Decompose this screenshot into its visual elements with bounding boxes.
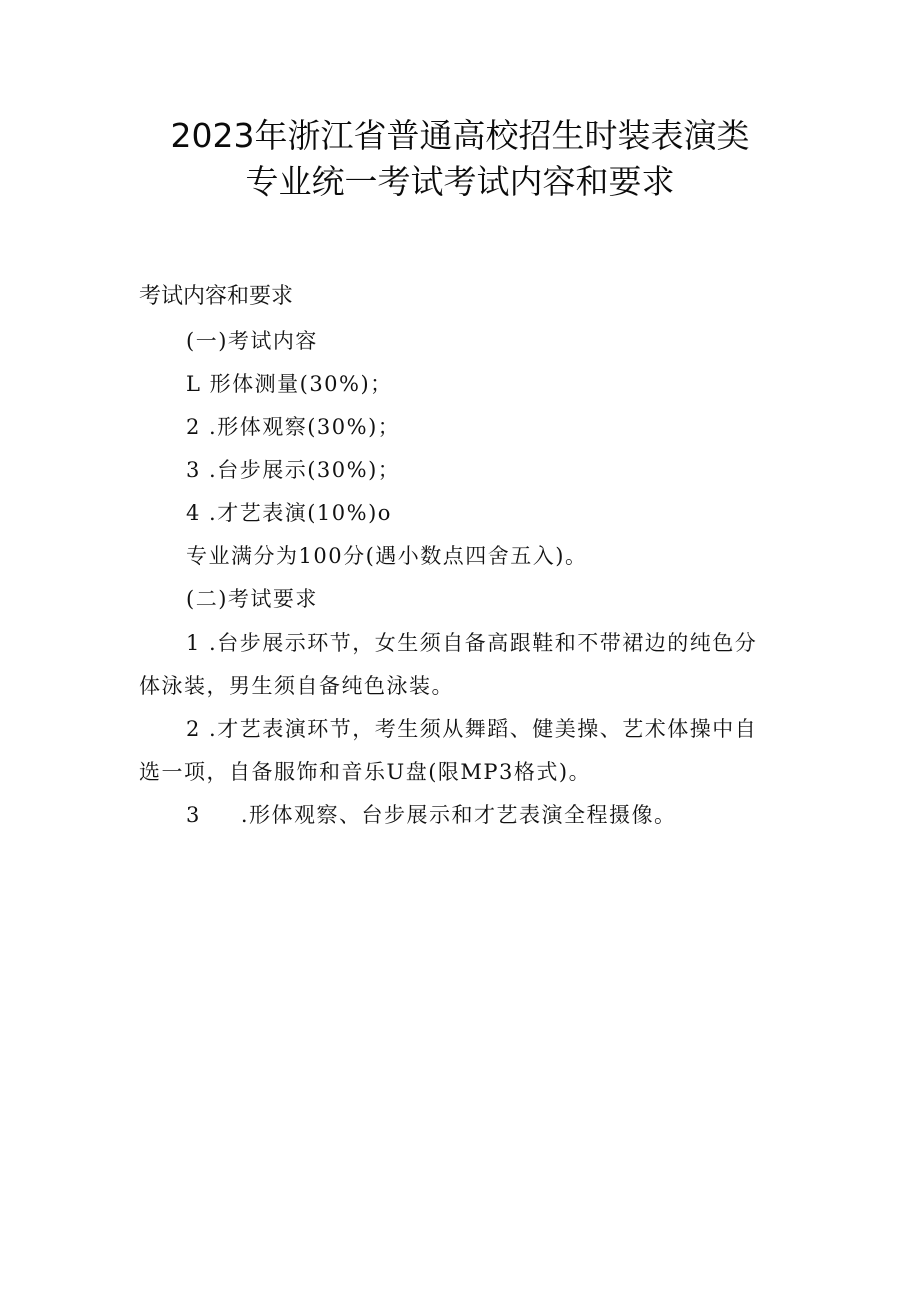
content-item-4: 4 .才艺表演(10%)o <box>186 501 392 525</box>
requirement-3 <box>186 800 677 830</box>
requirement-1-line-2: 体泳装，男生须自备纯色泳装。 <box>139 674 454 698</box>
content-subheading: (一)考试内容 <box>186 329 318 353</box>
document-title-line-1: 2023年浙江省普通高校招生时装表演类 <box>170 116 750 155</box>
full-score-note: 专业满分为100分(遇小数点四舍五入)。 <box>186 544 588 568</box>
content-item-1: L 形体测量(30%)； <box>186 372 393 396</box>
requirement-2-line-2: 选一项，自备服饰和音乐U盘(限MP3格式)。 <box>139 760 592 784</box>
requirements-subheading: (二)考试要求 <box>186 587 318 611</box>
requirement-3-number: 3 <box>186 803 201 827</box>
content-item-2: 2 .形体观察(30%)； <box>186 415 401 439</box>
requirement-1-line-1: 1 .台步展示环节，女生须自备高跟鞋和不带裙边的纯色分 <box>186 631 758 655</box>
requirement-2-line-1: 2 .才艺表演环节，考生须从舞蹈、健美操、艺术体操中自 <box>186 717 758 741</box>
requirement-3-text: .形体观察、台步展示和才艺表演全程摄像。 <box>240 803 677 827</box>
section-heading: 考试内容和要求 <box>139 284 294 309</box>
content-item-3: 3 .台步展示(30%)； <box>186 458 401 482</box>
document-title-line-2: 专业统一考试考试内容和要求 <box>245 162 675 201</box>
